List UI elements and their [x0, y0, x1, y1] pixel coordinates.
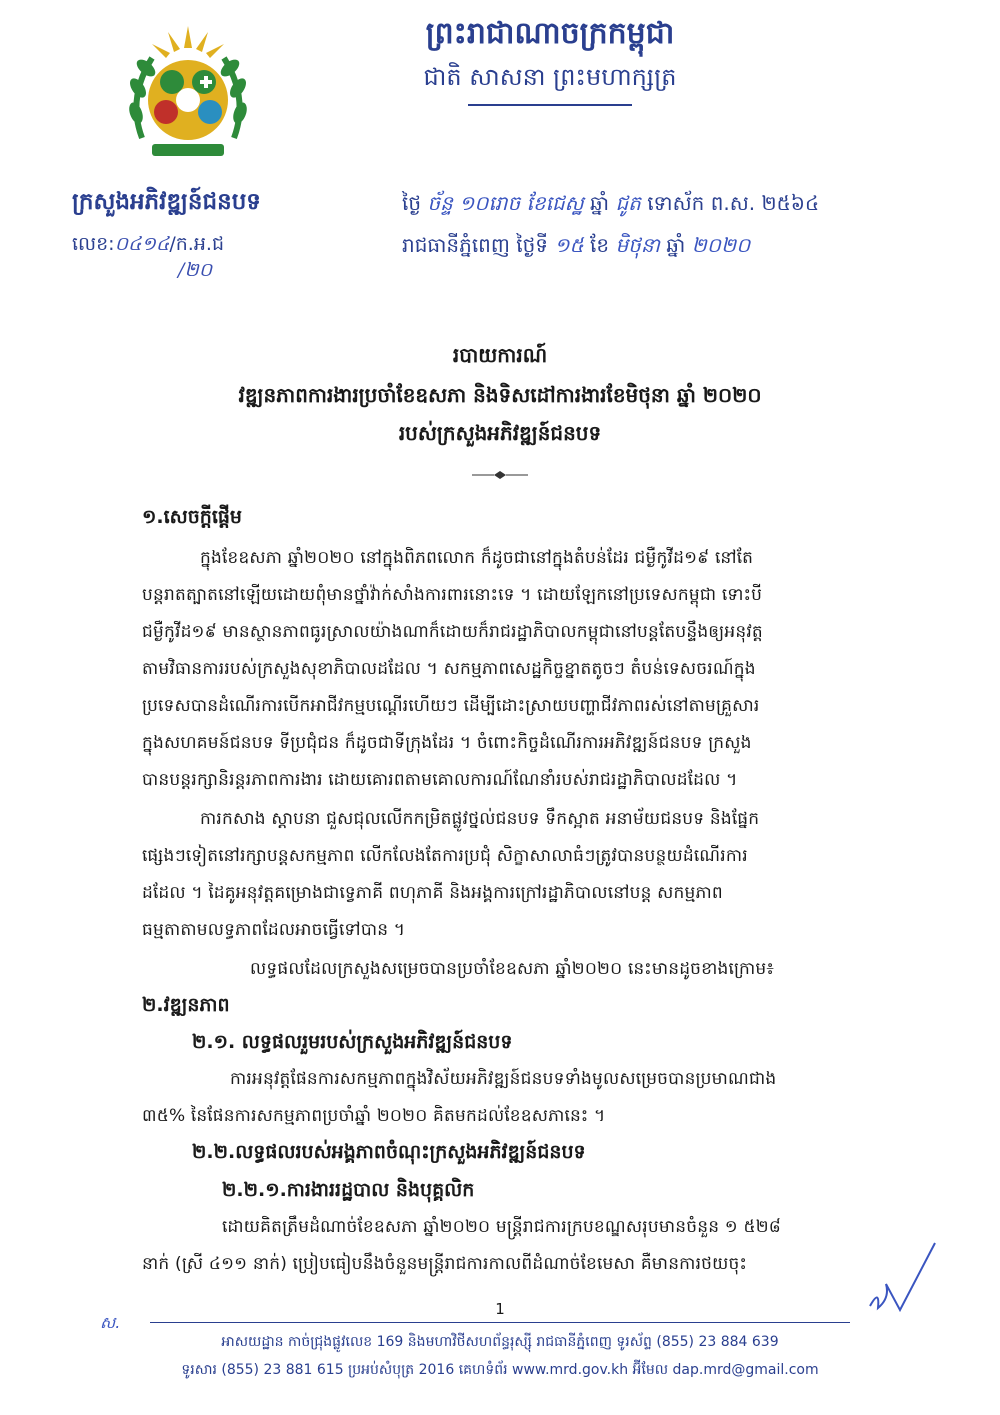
- subsection-heading: ២.២.លទ្ធផលរបស់អង្គភាពចំណុះក្រសួងអភិវឌ្ឍន៍ជនបទ: [192, 1141, 586, 1163]
- month-label: ខែ: [590, 233, 610, 257]
- paragraph-line: លទ្ធផលដែលក្រសួងសម្រេចបានប្រចាំខែឧសភា ឆ្នាំ២០២០ នេះមានដូចខាងក្រោម៖: [250, 959, 775, 979]
- place-label: រាជធានីភ្នំពេញ ថ្ងៃទី: [402, 233, 549, 257]
- lunar-year-label: ឆ្នាំ: [590, 191, 610, 215]
- section-heading-progress: ២.វឌ្ឍនភាព: [142, 994, 230, 1016]
- paragraph-line: ប្រទេសបានដំណើរការបើកអាជីវកម្មបណ្ដើរហើយៗ ដើម្បីដោះស្រាយបញ្ហាជីវភាពរស់នៅតាមគ្រួសារ: [142, 696, 760, 716]
- paragraph-line: បន្តរាតត្បាតនៅឡើយដោយពុំមានថ្នាំវ៉ាក់សាំងការពារនោះទេ ។ ដោយឡែកនៅប្រទេសកម្ពុជា ទោះបី: [142, 585, 763, 605]
- paragraph-line: នាក់ (ស្រី ៤១១ នាក់) ប្រៀបធៀបនឹងចំនួនមន្ត្រីរាជការកាលពីដំណាច់ខែមេសា គឺមានការថយចុះ: [142, 1254, 748, 1274]
- lunar-date: [402, 190, 819, 220]
- lunar-year-handwritten: ជូត: [615, 191, 641, 215]
- year-handwritten: ២០២០: [691, 233, 751, 257]
- footer-address: អាសយដ្ឋាន កាច់ជ្រុងផ្លូវលេខ 169 និងមហាវិថីសហព័ន្ធរុស្ស៊ី រាជធានីភ្នំពេញ ទូរស័ព្ទ (855) 23 884 639: [221, 1334, 779, 1350]
- paragraph-line: ការអនុវត្តផែនការសកម្មភាពក្នុងវិស័យអភិវឌ្ឍន៍ជនបទទាំងមូលសម្រេចបានប្រមាណជាង: [230, 1069, 777, 1089]
- reference-number: [72, 232, 224, 260]
- subsection-heading: ២.១. លទ្ធផលរួមរបស់ក្រសួងអភិវឌ្ឍន៍ជនបទ: [192, 1031, 513, 1053]
- paragraph-line: ធម្មតាតាមលទ្ធភាពដែលអាចធ្វើទៅបាន ។: [142, 920, 406, 940]
- logo-ribbon-icon: [152, 144, 224, 156]
- lunar-era: ទោស័ក ព.ស. ២៥៦៤: [647, 191, 820, 215]
- paragraph-line: ៣៥% នៃផែនការសកម្មភាពប្រចាំឆ្នាំ ២០២០ គិតមកដល់ខែឧសភានេះ ។: [142, 1106, 606, 1126]
- paragraph-line: ដោយគិតត្រឹមដំណាច់ខែឧសភា ឆ្នាំ២០២០ មន្ត្រីរាជការក្របខណ្ឌសរុបមានចំនួន ១ ៥២៨: [222, 1217, 782, 1237]
- month-handwritten: មិថុនា: [615, 233, 660, 257]
- footer-contact: ទូរសារ (855) 23 881 615 ប្រអប់សំបុត្រ 2016 គេហទំព័រ www.mrd.gov.kh អ៊ីមែល dap.mrd@gmail.com: [181, 1362, 819, 1378]
- paragraph-line: បានបន្តរក្សានិរន្តរភាពការងារ ដោយគោរពតាមគោលការណ៍ណែនាំរបស់រាជរដ្ឋាភិបាលដដែល ។: [142, 770, 738, 790]
- reference-number-handwritten: ០៤១៤: [114, 233, 170, 255]
- paragraph-line: ផ្សេងៗទៀតនៅរក្សាបន្តសកម្មភាព លើកលែងតែការប្រជុំ សិក្ខាសាលាធំៗត្រូវបានបន្ថយដំណើរការ: [142, 846, 748, 866]
- paragraph-line: ការកសាង ស្ដាបនា ជួសជុលលើកកម្រិតផ្លូវថ្នល់ជនបទ ទឹកស្អាត អនាម័យជនបទ និងផ្នែក: [200, 809, 760, 829]
- paragraph-line: ជម្ងឺកូវីដ១៩ មានស្ថានភាពធូរស្រាលយ៉ាងណាក៏ដោយក៏រាជរដ្ឋាភិបាលកម្ពុជានៅបន្តតែបន្ទឹងឲ្យអនុវត្ត: [142, 622, 763, 642]
- sun-rays-icon: [152, 26, 224, 58]
- report-subtitle: វឌ្ឍនភាពការងារប្រចាំខែឧសភា និងទិសដៅការងារខែមិថុនា ឆ្នាំ ២០២០: [238, 383, 762, 407]
- place-and-date: [402, 232, 750, 262]
- reference-year-handwritten: /២០: [178, 259, 213, 281]
- national-motto: ជាតិ សាសនា ព្រះមហាក្សត្រ: [423, 63, 677, 91]
- motto-ornament-icon: [468, 104, 632, 106]
- year-label: ឆ្នាំ: [666, 233, 686, 257]
- ministry-name: ក្រសួងអភិវឌ្ឍន៍ជនបទ: [72, 189, 261, 215]
- initial-handwritten: ស.: [100, 1313, 121, 1332]
- lunar-date-handwritten: ច័ន្ទ ១០រោច ខែជេស្ឋ: [427, 191, 584, 215]
- ornament-divider-icon: [472, 470, 528, 480]
- paragraph-line: ដដែល ។ ដៃគូអនុវត្តគម្រោងជាទ្វេភាគី ពហុភាគី និងអង្គការក្រៅរដ្ឋាភិបាលនៅបន្ត សកម្មភាព: [142, 883, 723, 903]
- paragraph-line: ក្នុងសហគមន៍ជនបទ ទីប្រជុំជន ក៏ដូចជាទីក្រុងដែរ ។ ចំពោះកិច្ចដំណើរការអភិវឌ្ឍន៍ជនបទ ក្រសួង: [142, 733, 752, 753]
- footer-divider: [150, 1322, 850, 1323]
- reference-suffix: /ក.អ.ជ: [169, 233, 225, 255]
- subsubsection-heading: ២.២.១.ការងាររដ្ឋបាល និងបុគ្គលិក: [222, 1179, 475, 1201]
- kingdom-title: ព្រះរាជាណាចក្រកម្ពុជា: [425, 16, 675, 51]
- section-heading-intro: ១.សេចក្ដីផ្ដើម: [142, 506, 242, 528]
- lunar-date-prefix: ថ្ងៃ: [402, 191, 422, 215]
- paragraph-line: ក្នុងខែឧសភា ឆ្នាំ២០២០ នៅក្នុងពិភពលោក ក៏ដូចជានៅក្នុងតំបន់ដែរ ជម្ងឺកូវីដ១៩ នៅតែ: [200, 548, 754, 568]
- report-title: របាយការណ៍: [452, 343, 548, 367]
- ministry-logo: [122, 18, 254, 173]
- paragraph-line: តាមវិធានការរបស់ក្រសួងសុខាភិបាលដដែល ។ សកម្មភាពសេដ្ឋកិច្ចខ្នាតតូចៗ តំបន់ទេសចរណ៍ក្នុង: [142, 659, 756, 679]
- reference-label: លេខ:: [72, 233, 115, 255]
- page-number: 1: [495, 1300, 505, 1318]
- report-subtitle-ministry: របស់ក្រសួងអភិវឌ្ឍន៍ជនបទ: [398, 421, 602, 445]
- day-handwritten: ១៥: [554, 233, 584, 257]
